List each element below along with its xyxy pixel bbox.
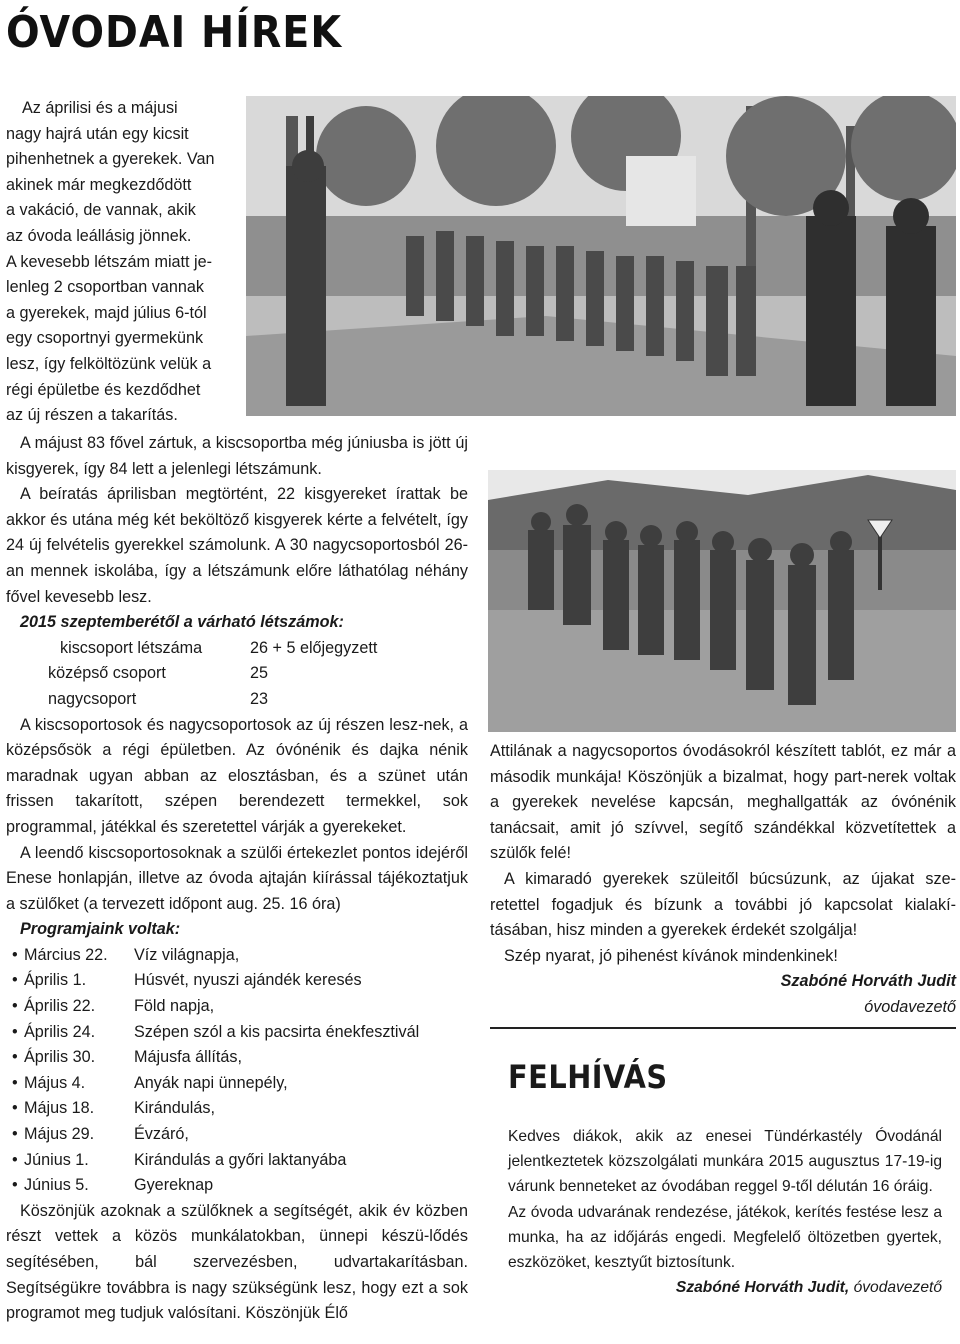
left-column <box>6 431 468 1327</box>
intro-paragraph <box>6 96 228 429</box>
list-item: • Június 1. Kirándulás a győri laktanyába <box>6 1148 468 1174</box>
intro-line: az új részen a takarítás. <box>6 406 178 425</box>
signature-role: óvodavezető <box>864 997 956 1016</box>
intro-line: az óvoda leállásig jönnek. <box>6 226 192 245</box>
paragraph-enrollment: A májust 83 fővel zártuk, a kiscsoportba még júniusba is jött új kisgyerek, így 84 lett a jelenlegi létszámunk. <box>6 434 468 478</box>
intro-line: Az áprilisi és a májusi <box>22 99 178 117</box>
photo-children-group <box>488 470 956 732</box>
section-divider <box>490 1027 956 1029</box>
list-item: • Április 1. Húsvét, nyuszi ajándék keresés <box>6 968 468 994</box>
stats-label: középső csoport <box>48 664 166 683</box>
paragraph-farewell: A kimaradó gyerekek szüleitől búcsúzunk, az újakat sze-retettel fogadjuk és bízunk a további jó kapcsolat kialakí-tásában, hisz minden a gyerekek érdekét szolgálja! <box>490 869 956 940</box>
program-date: Június 1. <box>24 1150 89 1169</box>
paragraph-summer-wish: Szép nyarat, jó pihenést kívánok mindenkinek! <box>504 946 838 965</box>
intro-line: akinek már megkezdődött <box>6 175 192 194</box>
program-event: Víz világnapja, <box>134 945 240 964</box>
stats-heading: 2015 szeptemberétől a várható létszámok: <box>20 613 344 632</box>
list-item: • Április 24. Szépen szól a kis pacsirta énekfesztivál <box>6 1020 468 1046</box>
program-event: Kirándulás a győri laktanyába <box>134 1150 347 1169</box>
photo-soldier-children <box>246 96 956 416</box>
intro-line: nagy hajrá után egy kicsit <box>6 124 189 143</box>
table-row <box>48 687 377 713</box>
intro-line: A kevesebb létszám miatt je- <box>6 252 213 271</box>
right-column <box>490 739 956 1021</box>
list-item: • Április 22. Föld napja, <box>6 994 468 1020</box>
paragraph-groups: A kiscsoportosok és nagycsoportosok az új részen lesz-nek, a középsősök a régi épületben. Az óvónénik és dajka nénik maradnak ugyan abban az elosztásban, és a szünet után frissen takarított, szépen berendezett termekkel, sok programmal, játékkal és szeretettel várják a gyerekeket. <box>6 715 468 836</box>
programs-list <box>6 943 468 1199</box>
list-item: • Március 22. Víz világnapja, <box>6 943 468 969</box>
program-event: Kirándulás, <box>134 1099 215 1118</box>
program-event: Húsvét, nyuszi ajándék keresés <box>134 971 362 990</box>
paragraph-parent-meeting: A leendő kiscsoportosoknak a szülői értekezlet pontos idejéről Enese honlapján, illetve az óvoda ajtaján kiírással tájékoztatjuk a szülőket (a tervezett időpont aug. 25. 16 óra) <box>6 843 468 913</box>
program-date: Május 29. <box>24 1125 95 1144</box>
signature-name: Szabóné Horváth Judit <box>780 972 956 991</box>
page-title: ÓVODAI HÍREK <box>6 7 343 58</box>
notice-paragraph: Az óvoda udvarának rendezése, játékok, kerítés festése lesz a munka, ha az időjárás engedi. Megfelelő öltözetben gyertek, eszközöket, kesztyűt biztosítunk. <box>508 1203 942 1272</box>
program-date: Április 24. <box>24 1022 96 1041</box>
intro-line: lenleg 2 csoportban vannak <box>6 278 204 297</box>
stats-value: 25 <box>250 664 269 683</box>
list-item: • Április 30. Májusfa állítás, <box>6 1045 468 1071</box>
notice-signature-name: Szabóné Horváth Judit, <box>675 1279 850 1297</box>
stats-value: 23 <box>250 689 269 708</box>
program-event: Gyereknap <box>134 1176 214 1195</box>
paragraph-tablo: Attilának a nagycsoportos óvodásokról készített tablót, ez már a második munkája! Köszönjük a bizalmat, hogy part-nerek voltak a gyerekek nevelése kapcsán, meghallgatták az óvónénik tanácsait, amit jó szívvel, segítő szándékkal közvetítettek a szülők felé! <box>490 742 956 863</box>
stats-table <box>48 636 377 713</box>
program-date: Május 4. <box>24 1073 86 1092</box>
intro-line: a vakáció, de vannak, akik <box>6 201 196 220</box>
notice-signature-role: óvodavezető <box>853 1279 942 1297</box>
notice-signature <box>508 1275 942 1300</box>
notice-body <box>508 1124 942 1300</box>
intro-line: pihenhetnek a gyerekek. Van <box>6 150 215 169</box>
program-date: Május 18. <box>24 1099 95 1118</box>
intro-line: a gyerekek, majd július 6-tól <box>6 303 207 322</box>
program-event: Anyák napi ünnepély, <box>134 1073 288 1092</box>
program-date: Április 30. <box>24 1048 96 1067</box>
program-date: Április 22. <box>24 997 96 1016</box>
program-event: Szépen szól a kis pacsirta énekfesztivál <box>134 1022 420 1041</box>
program-date: Március 22. <box>24 945 108 964</box>
list-item: • Május 4. Anyák napi ünnepély, <box>6 1071 468 1097</box>
stats-label: nagycsoport <box>48 689 137 708</box>
table-row <box>48 636 377 662</box>
list-item: • Május 18. Kirándulás, <box>6 1096 468 1122</box>
intro-line: egy csoportnyi gyermekünk <box>6 329 204 348</box>
program-event: Májusfa állítás, <box>134 1048 242 1067</box>
intro-line: régi épületbe és kezdődhet <box>6 380 201 399</box>
program-event: Évzáró, <box>134 1125 189 1144</box>
list-item: • Május 29. Évzáró, <box>6 1122 468 1148</box>
notice-paragraph: Kedves diákok, akik az enesei Tündérkastély Óvodánál jelentkeztetek közszolgálati munkára 2015 augusztus 17-19-ig várunk benneteket az óvodában reggel 9-től délután 16 óráig. <box>508 1128 942 1196</box>
stats-label: kiscsoport létszáma <box>60 638 203 657</box>
table-row <box>48 661 377 687</box>
paragraph-thanks: Köszönjük azoknak a szülőknek a segítségét, akik év közben részt vettek a közös munkálatokban, ünnepi készü-lődés segítésében, bál szervezésben, udvartakarításban. Segítségükre továbbra is nagy szükségünk lesz, hogy ezt a sok programot meg tudjuk valósítani. Köszönjük Élő <box>6 1201 468 1323</box>
program-date: Április 1. <box>24 971 87 990</box>
paragraph-registration: A beíratás áprilisban megtörtént, 22 kisgyereket írattak be akkor és utána még két beköltöző kisgyerek kérte a felvételt, így 24 új felvételis gyerekkel számolunk. A 30 nagycsoportosból 26-an mennek iskolába, így a létszámunk előre láthatólag néhány fővel kevesebb lesz. <box>6 485 468 606</box>
list-item: • Június 5. Gyereknap <box>6 1173 468 1199</box>
stats-value: 26 + 5 előjegyzett <box>250 638 378 657</box>
notice-title: FELHÍVÁS <box>508 1058 668 1096</box>
program-event: Föld napja, <box>134 997 215 1016</box>
program-date: Június 5. <box>24 1176 89 1195</box>
programs-heading: Programjaink voltak: <box>20 920 181 939</box>
intro-line: lesz, így felköltözünk velük a <box>6 354 212 373</box>
